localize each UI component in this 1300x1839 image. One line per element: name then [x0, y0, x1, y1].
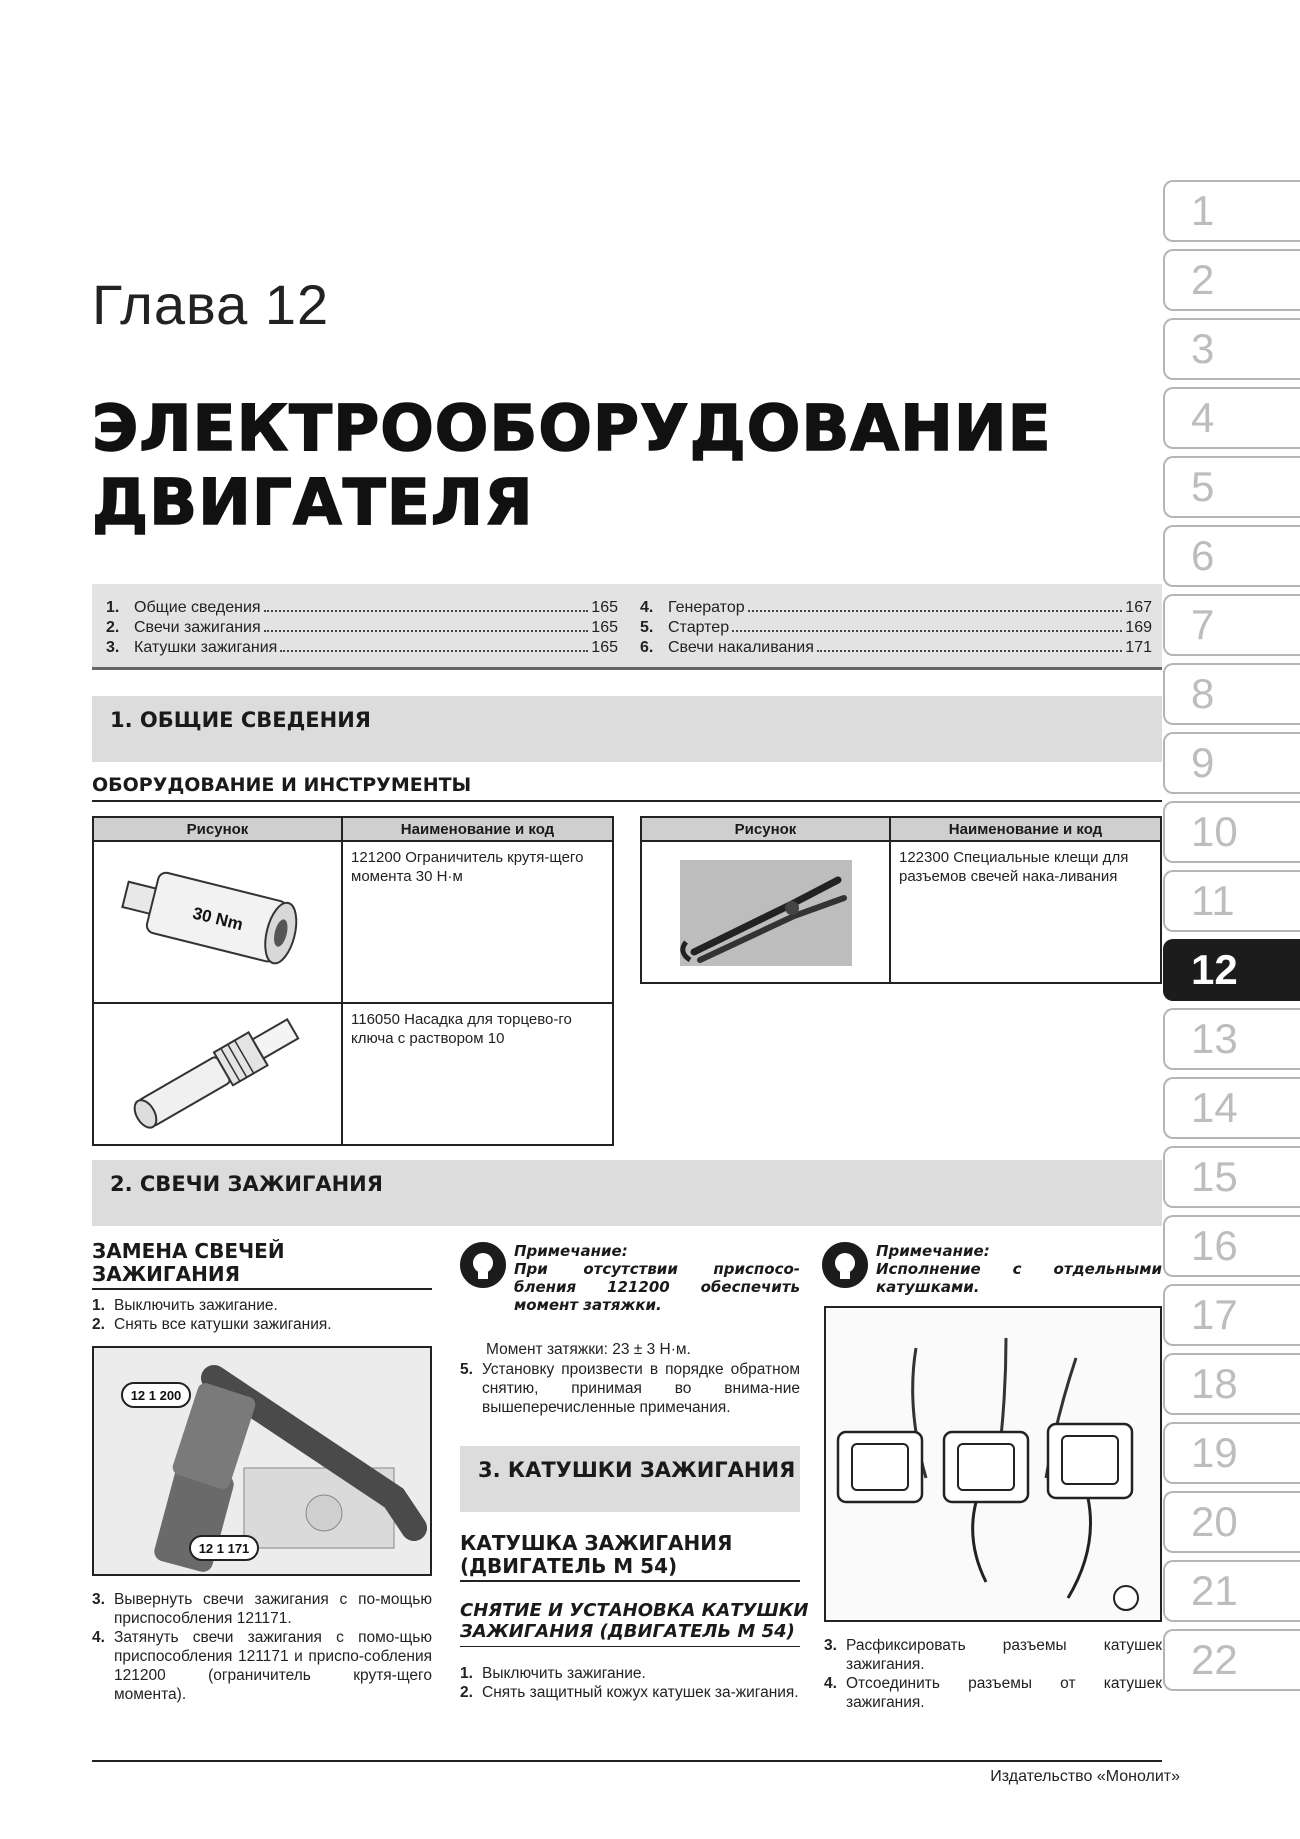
toc-dots [748, 610, 1123, 612]
tab-10[interactable]: 10 [1163, 801, 1300, 863]
steps-list [460, 1360, 800, 1417]
chapter-toc [92, 584, 1162, 670]
section-1-header [92, 696, 1162, 762]
tab-7[interactable]: 7 [1163, 594, 1300, 656]
subhead-line: СНЯТИЕ И УСТАНОВКА КАТУШКИ [460, 1600, 809, 1621]
step-text: Отсоединить разъемы от катушек зажигания. [846, 1675, 1162, 1711]
torque-limiter-illustration [94, 842, 339, 998]
note-title: Примечание: [514, 1242, 628, 1260]
tab-13[interactable]: 13 [1163, 1008, 1300, 1070]
note-text: При отсутствии приспосо-бления 121200 обеспечить момент затяжки. [514, 1260, 800, 1314]
toc-dots [732, 630, 1122, 632]
step-text: Расфиксировать разъемы катушек зажигания. [846, 1637, 1162, 1673]
chapter-title [92, 392, 1052, 540]
subhead-line: ЗАМЕНА СВЕЧЕЙ [92, 1239, 285, 1263]
ignition-coils-illustration [826, 1308, 1160, 1620]
tab-16[interactable]: 16 [1163, 1215, 1300, 1277]
toc-entry[interactable] [106, 618, 618, 638]
tool-description: 121200 Ограничитель крутя-щего момента 30 Н·м [342, 841, 613, 1003]
section-2-title: 2. СВЕЧИ ЗАЖИГАНИЯ [110, 1172, 383, 1196]
tab-2[interactable]: 2 [1163, 249, 1300, 311]
ignition-coils-figure [824, 1306, 1162, 1622]
note-text: Исполнение с отдельными катушками. [876, 1260, 1162, 1296]
toc-text: Свечи накаливания [668, 639, 814, 656]
torque-value: Момент затяжки: 23 ± 3 Н·м. [486, 1341, 691, 1358]
tab-6[interactable]: 6 [1163, 525, 1300, 587]
spark-plug-replacement-subhead [92, 1240, 285, 1286]
toc-num: 3. [106, 639, 120, 656]
note-1 [514, 1242, 800, 1314]
col-header-picture: Рисунок [93, 817, 342, 841]
toc-num: 1. [106, 599, 120, 616]
figure-label-top: 12 1 200 [130, 1388, 182, 1403]
toc-page: 165 [591, 599, 618, 616]
table-row [93, 1003, 613, 1145]
tab-20[interactable]: 20 [1163, 1491, 1300, 1553]
tool-picture-cell [641, 841, 890, 983]
step-number: 4. [92, 1629, 105, 1646]
step-item [460, 1360, 800, 1417]
steps-list [460, 1664, 800, 1702]
toc-text: Свечи зажигания [134, 619, 261, 636]
subhead-line: ЗАЖИГАНИЯ (ДВИГАТЕЛЬ М 54) [460, 1621, 795, 1642]
removal-install-subhead [460, 1600, 808, 1642]
tab-22[interactable]: 22 [1163, 1629, 1300, 1691]
tools-table-left [92, 816, 614, 1146]
note-lightbulb-icon [460, 1242, 506, 1288]
tool-description: 122300 Специальные клещи для разъемов свечей нака-ливания [890, 841, 1161, 983]
tab-9[interactable]: 9 [1163, 732, 1300, 794]
figure-label-bottom: 12 1 171 [198, 1541, 250, 1556]
tab-18[interactable]: 18 [1163, 1353, 1300, 1415]
tab-8[interactable]: 8 [1163, 663, 1300, 725]
col-header-picture: Рисунок [641, 817, 890, 841]
section-2-header [92, 1160, 1162, 1226]
tab-14[interactable]: 14 [1163, 1077, 1300, 1139]
tab-17[interactable]: 17 [1163, 1284, 1300, 1346]
step-item [824, 1674, 1162, 1712]
toc-entry[interactable] [640, 598, 1152, 618]
toc-dots [817, 650, 1122, 652]
step-text: Установку произвести в порядке обратном снятию, принимая во внима-ние вышеперечисленные примечания. [482, 1361, 800, 1416]
tool-picture-cell [93, 1003, 342, 1145]
step-item [460, 1683, 800, 1702]
ignition-coil-subhead [460, 1532, 732, 1578]
step-text: Затянуть свечи зажигания с помо-щью приспособления 121171 и приспо-собления 121200 (ограничитель крутя-щего момента). [114, 1629, 432, 1703]
section-3-title: 3. КАТУШКИ ЗАЖИГАНИЯ [478, 1458, 796, 1482]
toc-page: 169 [1125, 619, 1152, 636]
step-text: Вывернуть свечи зажигания с по-мощью приспособления 121171. [114, 1591, 432, 1627]
tab-21[interactable]: 21 [1163, 1560, 1300, 1622]
divider [460, 1646, 800, 1647]
toc-entry[interactable] [106, 598, 618, 618]
step-item [92, 1590, 432, 1628]
glow-plug-pliers-illustration [642, 842, 887, 978]
toc-entry[interactable] [106, 638, 618, 658]
table-row [641, 841, 1161, 983]
step-number: 3. [92, 1591, 105, 1608]
step-text: Выключить зажигание. [482, 1665, 646, 1682]
toc-dots [280, 650, 588, 652]
step-item [824, 1636, 1162, 1674]
divider [92, 800, 1162, 802]
col-header-name: Наименование и код [342, 817, 613, 841]
equipment-subhead: ОБОРУДОВАНИЕ И ИНСТРУМЕНТЫ [92, 774, 472, 796]
toc-page: 165 [591, 619, 618, 636]
step-number: 5. [460, 1361, 473, 1378]
subhead-line: (ДВИГАТЕЛЬ М 54) [460, 1554, 678, 1578]
note-title: Примечание: [876, 1242, 990, 1260]
section-1-title: 1. ОБЩИЕ СВЕДЕНИЯ [110, 708, 371, 732]
toc-entry[interactable] [640, 618, 1152, 638]
step-item [92, 1628, 432, 1704]
tab-3[interactable]: 3 [1163, 318, 1300, 380]
footer-divider [92, 1760, 1162, 1762]
step-text: Снять все катушки зажигания. [114, 1316, 332, 1333]
tab-12[interactable]: 12 [1163, 939, 1300, 1001]
toc-text: Катушки зажигания [134, 639, 278, 656]
lightbulb-icon [463, 1245, 503, 1285]
toc-num: 4. [640, 599, 654, 616]
toc-text: Общие сведения [134, 599, 261, 616]
steps-list [92, 1590, 432, 1704]
note-lightbulb-icon [822, 1242, 868, 1288]
tool-picture-cell [93, 841, 342, 1003]
tab-5[interactable]: 5 [1163, 456, 1300, 518]
toc-right-column [640, 598, 1152, 658]
steps-list [92, 1296, 432, 1334]
tool-description: 116050 Насадка для торцево-го ключа с раствором 10 [342, 1003, 613, 1145]
step-number: 1. [460, 1665, 473, 1682]
toc-dots [264, 630, 589, 632]
step-item [92, 1315, 432, 1334]
lightbulb-icon [825, 1245, 865, 1285]
toc-left-column [106, 598, 618, 658]
step-number: 2. [92, 1316, 105, 1333]
torque-limiter-label: 30 Nm [190, 903, 245, 935]
step-text: Выключить зажигание. [114, 1297, 278, 1314]
spark-plug-tool-illustration [94, 1348, 430, 1574]
step-number: 1. [92, 1297, 105, 1314]
step-number: 2. [460, 1684, 473, 1701]
toc-num: 5. [640, 619, 654, 636]
col-header-name: Наименование и код [890, 817, 1161, 841]
subhead-line: КАТУШКА ЗАЖИГАНИЯ [460, 1531, 733, 1555]
chapter-title-line1: ЭЛЕКТРООБОРУДОВАНИЕ [92, 392, 1052, 465]
toc-page: 167 [1125, 599, 1152, 616]
toc-num: 2. [106, 619, 120, 636]
toc-entry[interactable] [640, 638, 1152, 658]
step-item [92, 1296, 432, 1315]
step-number: 4. [824, 1675, 837, 1692]
step-text: Снять защитный кожух катушек за-жигания. [482, 1684, 799, 1701]
note-2 [876, 1242, 1162, 1296]
publisher-credit: Издательство «Монолит» [990, 1768, 1180, 1785]
tab-19[interactable]: 19 [1163, 1422, 1300, 1484]
toc-text: Генератор [668, 599, 745, 616]
table-row [93, 841, 613, 1003]
subhead-line: ЗАЖИГАНИЯ [92, 1262, 241, 1286]
toc-num: 6. [640, 639, 654, 656]
tools-table-right [640, 816, 1162, 984]
steps-list [824, 1636, 1162, 1712]
step-item [460, 1664, 800, 1683]
toc-page: 165 [591, 639, 618, 656]
toc-page: 171 [1125, 639, 1152, 656]
chapter-title-line2: ДВИГАТЕЛЯ [92, 466, 534, 539]
divider [460, 1580, 800, 1582]
toc-text: Стартер [668, 619, 730, 636]
divider [92, 1288, 432, 1290]
step-number: 3. [824, 1637, 837, 1654]
section-3-header [460, 1446, 800, 1512]
tab-11[interactable]: 11 [1163, 870, 1300, 932]
tab-1[interactable]: 1 [1163, 180, 1300, 242]
toc-dots [264, 610, 589, 612]
tab-15[interactable]: 15 [1163, 1146, 1300, 1208]
socket-adapter-illustration [94, 1004, 339, 1140]
spark-plug-tool-figure [92, 1346, 432, 1576]
chapter-label: Глава 12 [92, 273, 330, 336]
tab-4[interactable]: 4 [1163, 387, 1300, 449]
